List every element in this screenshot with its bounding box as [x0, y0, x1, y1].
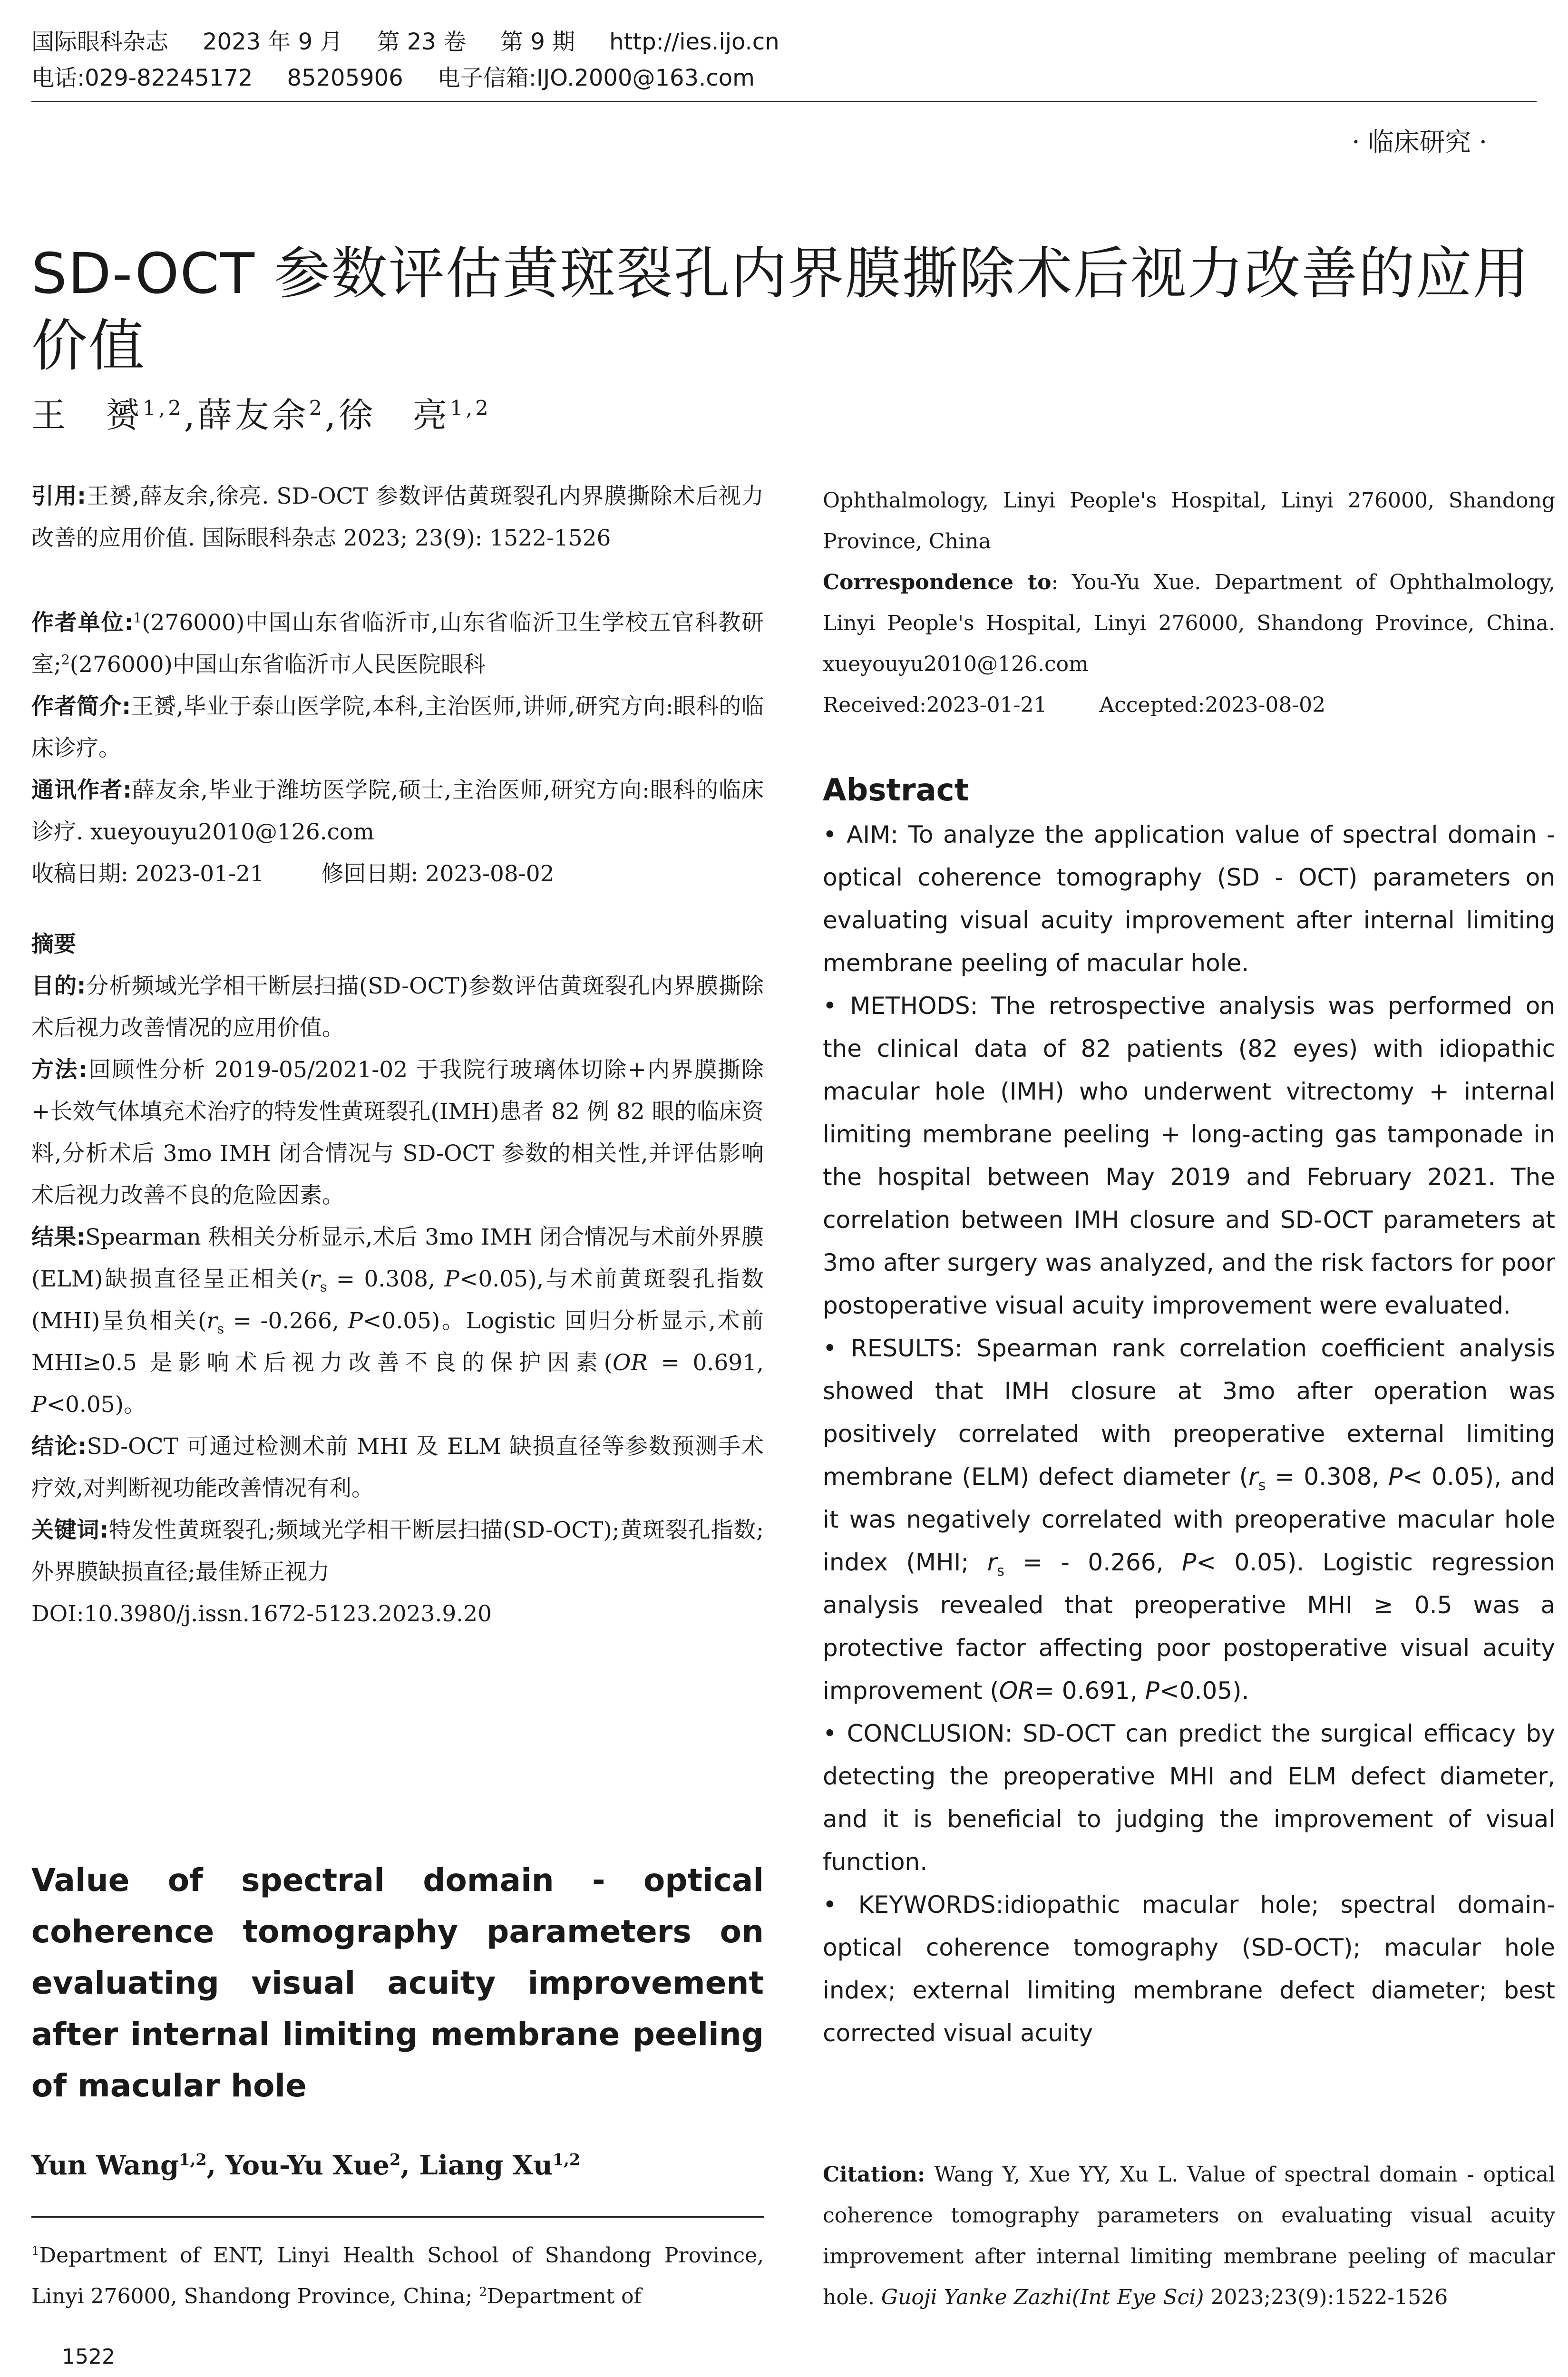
aim-en: • AIM: To analyze the application value of spectral domain - optical coherence tomography (SD - OCT) parameters on evaluating visual acuity improvement after internal limiting membrane peeling of macular hole.: [823, 821, 1555, 977]
article-title: SD-OCT 参数评估黄斑裂孔内界膜撕除术后视力改善的应用价值: [31, 241, 1530, 379]
conclusion-en: • CONCLUSION: SD-OCT can predict the surgical efficacy by detecting the preoperative MHI and ELM defect diameter, and it is beneficial to judging the improvement of visual function.: [823, 1720, 1555, 1876]
corresponding-author: 通讯作者:薛友余,毕业于潍坊医学院,硕士,主治医师,研究方向:眼科的临床诊疗. xueyouyu2010@126.com: [31, 777, 764, 845]
conclusion-cn: 结论:SD-OCT 可通过检测术前 MHI 及 ELM 缺损直径等参数预测手术疗效,对判断视功能改善情况有利。: [31, 1433, 764, 1501]
journal-header: [31, 24, 814, 96]
dates-en: Received:2023-01-21 Accepted:2023-08-02: [823, 693, 1326, 717]
authors-cn: 王 赟$^{1,2}$,薛友余$^2$,徐 亮$^{1,2}$: [31, 395, 491, 435]
keywords-cn: 关键词:特发性黄斑裂孔;频域光学相干断层扫描(SD-OCT);黄斑裂孔指数;外界膜缺损直径;最佳矫正视力: [31, 1517, 764, 1585]
affiliation-continued: Ophthalmology, Linyi People's Hospital, Linyi 276000, Shandong Province, China: [823, 488, 1555, 554]
header-rule: [31, 101, 1537, 102]
issue: 第 9 期: [500, 29, 575, 55]
methods-cn: 方法:回顾性分析 2019-05/2021-02 于我院行玻璃体切除+内界膜撕除+长效气体填充术治疗的特发性黄斑裂孔(IMH)患者 82 例 82 眼的临床资料,分析术后 3mo IMH 闭合情况与 SD-OCT 参数的相关性,并评估影响术后视力改善不良的危险因素。: [31, 1057, 764, 1208]
keywords-en: • KEYWORDS:idiopathic macular hole; spectral domain-optical coherence tomography (SD-OCT); macular hole index; external limiting membrane defect diameter; best corrected visual acuity: [823, 1891, 1555, 2047]
methods-en: • METHODS: The retrospective analysis was performed on the clinical data of 82 patients (82 eyes) with idiopathic macular hole (IMH) who underwent vitrectomy + internal limiting membrane peeling + long-acting gas tamponade in the hospital between May 2019 and February 2021. The correlation between IMH closure and SD-OCT parameters at 3mo after surgery was analyzed, and the risk factors for poor postoperative visual acuity improvement were evaluated.: [823, 992, 1556, 1319]
author-units: 作者单位:$^1$(276000)中国山东省临沂市,山东省临沂卫生学校五官科教研室;$^2$(276000)中国山东省临沂市人民医院眼科: [31, 610, 764, 678]
english-affiliations: $^1$Department of ENT, Linyi Health School of Shandong Province, Linyi 276000, Shandong Province, China; $^2$Department of: [31, 2243, 764, 2309]
correspondence-en: Correspondence to: You-Yu Xue. Department of Ophthalmology, Linyi People's Hospital, Linyi 276000, Shandong Province, China. xueyouyu2010@126.com: [823, 570, 1555, 676]
english-title: Value of spectral domain - optical coherence tomography parameters on evaluating visual acuity improvement after internal limiting membrane peeling of macular hole: [31, 1862, 764, 2104]
doi[interactable]: DOI:10.3980/j.issn.1672-5123.2023.9.20: [31, 1601, 492, 1627]
journal-url[interactable]: http://ies.ijo.cn: [609, 29, 779, 55]
volume: 第 23 卷: [377, 29, 467, 55]
abstract-heading-en: Abstract: [823, 773, 969, 808]
author-2: 薛友余: [197, 395, 309, 435]
author-1: 王 赟: [31, 395, 143, 435]
results-en: • RESULTS: Spearman rank correlation coefficient analysis showed that IMH closure at 3mo after operation was positively correlated with preoperative external limiting membrane (ELM) defect diameter ($r_s = 0.308$, P< 0.05), and it was negatively correlated with preoperative macular hole index (MHI; $r_s$ = - 0.266, P< 0.05). Logistic regression analysis revealed that preoperative MHI ≥ 0.5 was a protective factor affecting poor postoperative visual acuity improvement (OR= 0.691, P<0.05).: [823, 1335, 1556, 1705]
author-bio: 作者简介:王赟,毕业于泰山医学院,本科,主治医师,讲师,研究方向:眼科的临床诊疗。: [31, 693, 764, 761]
affiliation-rule: [31, 2216, 764, 2218]
abstract-en: [823, 813, 1555, 2055]
author-3: 徐 亮: [338, 395, 450, 435]
page-number: 1522: [62, 2345, 115, 2369]
issue-date: 2023 年 9 月: [203, 29, 343, 55]
dates-cn: 收稿日期: 2023-01-21 修回日期: 2023-08-02: [31, 861, 555, 887]
citation-cn: 引用:王赟,薛友余,徐亮. SD-OCT 参数评估黄斑裂孔内界膜撕除术后视力改善的应用价值. 国际眼科杂志 2023; 23(9): 1522-1526: [31, 483, 764, 551]
phone: 电话:029-82245172: [31, 65, 253, 91]
phone-2: 85205906: [287, 65, 403, 91]
citation-en: Citation: Wang Y, Xue YY, Xu L. Value of spectral domain - optical coherence tomography parameters on evaluating visual acuity improvement after internal limiting membrane peeling of macular hole. Guoji Yanke Zazhi(Int Eye Sci) 2023;23(9):1522-1526: [823, 2163, 1555, 2309]
abstract-heading-cn: 摘要: [31, 931, 76, 957]
email[interactable]: 电子信箱:IJO.2000@163.com: [437, 65, 755, 91]
right-column-top: [823, 480, 1555, 726]
aim-cn: 目的:分析频域光学相干断层扫描(SD-OCT)参数评估黄斑裂孔内界膜撕除术后视力改善情况的应用价值。: [31, 973, 764, 1041]
journal-name: 国际眼科杂志: [31, 29, 169, 55]
english-authors: Yun Wang$^{1,2}$, You-Yu Xue$^2$, Liang Xu$^{1,2}$: [31, 2150, 581, 2181]
left-column: [31, 476, 764, 1635]
results-cn: 结果:Spearman 秩相关分析显示,术后 3mo IMH 闭合情况与术前外界膜(ELM)缺损直径呈正相关($r_s = 0.308$, P<0.05),与术前黄斑裂孔指数(MHI)呈负相关($r_s = -0.266$, P<0.05)。Logistic 回归分析显示,术前 MHI≥0.5 是影响术后视力改善不良的保护因素(OR = 0.691, P<0.05)。: [31, 1224, 764, 1418]
section-label: · 临床研究 ·: [1352, 127, 1487, 157]
